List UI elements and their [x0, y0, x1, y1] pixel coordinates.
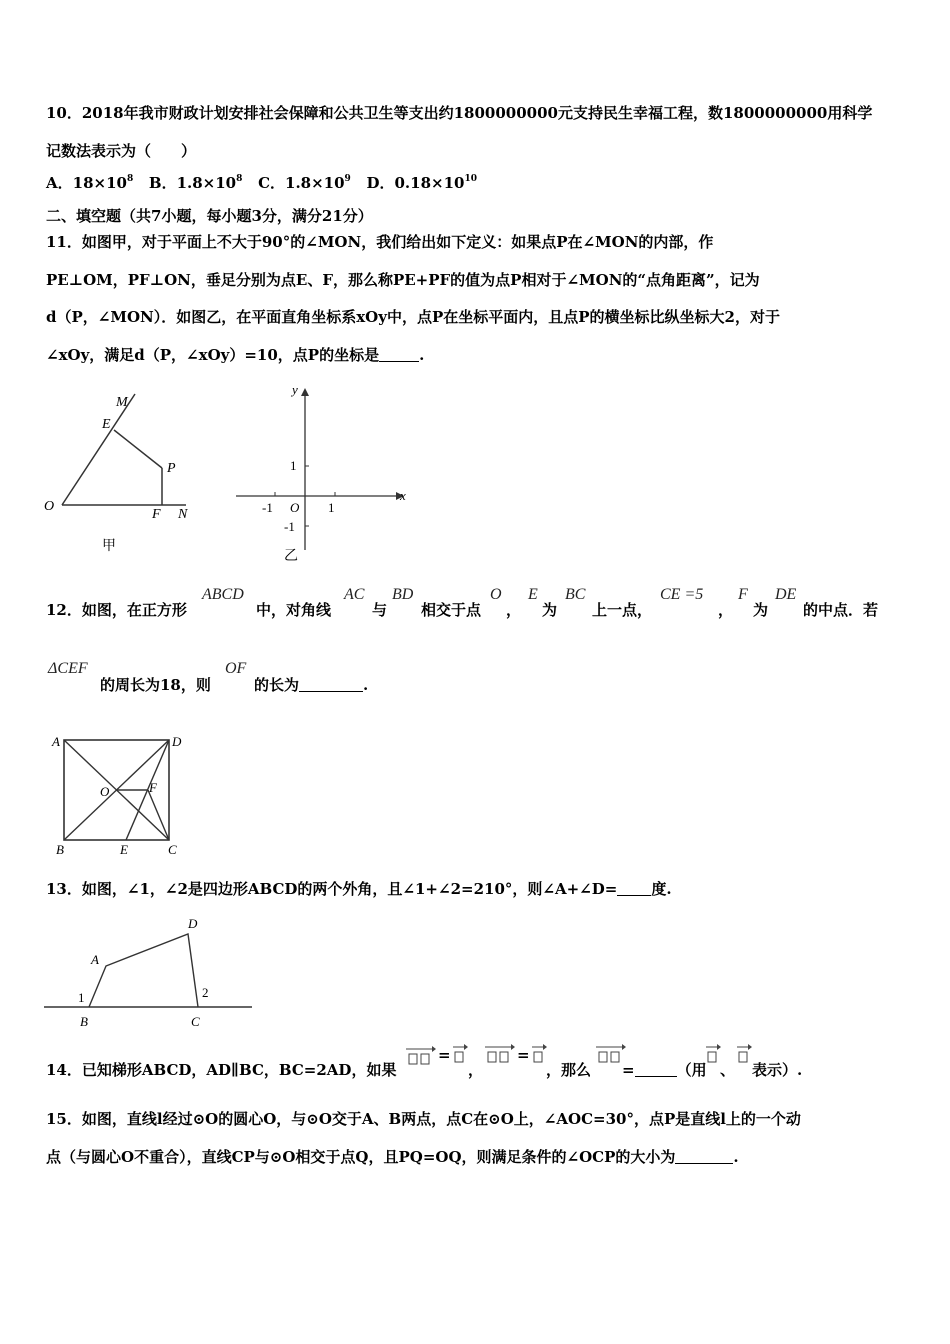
q12-zd: 的中点．若 — [803, 601, 879, 619]
label-neg1y: -1 — [284, 519, 295, 534]
q15-line1: 15．如图，直线l经过⊙O的圆心O，与⊙O交于A、B两点，点C在⊙O上，∠AOC=30°，点P是直线l上的一个动 — [46, 1110, 801, 1128]
q10-line1: 10．2018年我市财政计划安排社会保障和公共卫生等支出约1800000000元支持民生幸福工程，数1800000000用科学 — [46, 104, 873, 122]
q12-zhong: 中，对角线 — [256, 601, 332, 619]
answer-blank[interactable] — [675, 1149, 733, 1164]
q14-text: 14．已知梯形ABCD，AD∥BC，BC=2AD，如果 — [46, 1061, 397, 1079]
caption-jia: 甲 — [102, 539, 116, 554]
label-x: x — [400, 488, 406, 503]
q12-num: 12．如图，在正方形 — [46, 601, 187, 619]
label-f: F — [152, 507, 161, 522]
answer-blank[interactable] — [617, 881, 651, 896]
label-o: O — [290, 500, 300, 515]
q10-option-c[interactable]: C．$1.8\times 10^9$ — [258, 174, 351, 192]
label-a: A — [52, 734, 60, 749]
q11-line3: d（P，∠MON）．如图乙，在平面直角坐标系xOy中，点P在坐标平面内，且点P的横坐标比纵坐标大2，对于 — [46, 308, 780, 326]
q14-eq1: = — [438, 1046, 451, 1064]
vector-box-icon — [484, 1044, 518, 1066]
q12-yu: 与 — [372, 601, 388, 619]
vector-a-icon — [452, 1044, 468, 1066]
label-o: O — [44, 499, 55, 514]
q15-line2: 点（与圆心O不重合），直线CP与⊙O相交于点Q，且PQ=OQ，则满足条件的∠OCP的大小为 . — [46, 1148, 739, 1166]
label-a: A — [91, 952, 99, 967]
answer-blank[interactable] — [299, 677, 363, 692]
q10-option-d[interactable]: D．$0.18\times 10^{10}$ — [366, 174, 477, 192]
q11-line2: PE⊥OM，PF⊥ON，垂足分别为点E、F，那么称PE+PF的值为点P相对于∠MON的“点角距离”，记为 — [46, 271, 760, 289]
q14-comma: ， — [468, 1061, 484, 1079]
label-o: O — [100, 784, 110, 799]
q12-comma1: ， — [506, 601, 522, 619]
q12-of: OF — [225, 660, 247, 677]
figure-quadrilateral — [44, 912, 254, 1032]
label-neg1x: -1 — [262, 500, 273, 515]
label-1x: 1 — [328, 500, 335, 515]
q12-wei2: 为 — [753, 601, 769, 619]
label-e: E — [120, 842, 128, 857]
q12-tri: ΔCEF — [48, 660, 88, 677]
figure-square — [50, 730, 200, 860]
q12-e: E — [528, 586, 538, 603]
answer-blank[interactable] — [635, 1062, 677, 1077]
q10-option-a[interactable]: A．$18\times 10^8$ — [46, 174, 134, 192]
label-f: F — [149, 780, 157, 795]
vector-b-icon — [531, 1044, 547, 1066]
label-1: 1 — [78, 990, 85, 1005]
label-c: C — [168, 842, 177, 857]
vector-a-icon — [705, 1044, 721, 1066]
q10-line2: 记数法表示为（ ） — [46, 142, 197, 160]
q13-text: 13．如图，∠1，∠2是四边形ABCD的两个外角，且∠1+∠2=210°，则∠A+∠D= 度. — [46, 880, 672, 898]
label-b: B — [56, 842, 64, 857]
figure-yi — [232, 380, 412, 565]
label-m: M — [116, 395, 128, 410]
q14-answer: = （用 — [622, 1061, 707, 1079]
section-title: 二、填空题（共7小题，每小题3分，满分21分） — [46, 207, 373, 225]
q12-abcd: ABCD — [202, 586, 244, 603]
label-d: D — [172, 734, 182, 749]
label-e: E — [102, 417, 111, 432]
q12-bd: BD — [392, 586, 414, 603]
q12-de: DE — [775, 586, 797, 603]
q12-zcw: 的周长为18，则 — [100, 676, 211, 694]
label-n: N — [178, 507, 188, 522]
label-b: B — [80, 1014, 88, 1029]
q14-sep: 、 — [720, 1061, 736, 1079]
caption-yi: 乙 — [284, 549, 298, 564]
figure-jia — [40, 388, 200, 558]
q10-options — [46, 174, 477, 192]
q10-option-b[interactable]: B．$1.8\times 10^8$ — [148, 174, 243, 192]
q11-line1: 11．如图甲，对于平面上不大于90°的∠MON，我们给出如下定义：如果点P在∠MON的内部，作 — [46, 233, 714, 251]
q12-cdw: 的长为 . — [254, 676, 369, 694]
q14-vec-ad — [405, 1046, 435, 1072]
q12-f: F — [738, 586, 748, 603]
answer-blank[interactable] — [379, 347, 419, 362]
q12-wei: 为 — [542, 601, 558, 619]
q12-comma2: ， — [718, 601, 734, 619]
q11-line4: ∠xOy，满足d（P，∠xOy）=10，点P的坐标是 . — [46, 346, 425, 364]
vector-b-icon — [736, 1044, 752, 1066]
q14-end: 表示）. — [752, 1061, 803, 1079]
q12-ac: AC — [344, 586, 365, 603]
q12-xjyd: 相交于点 — [421, 601, 482, 619]
vector-box-icon — [405, 1046, 435, 1068]
q14-then: ，那么 — [546, 1061, 592, 1079]
q12-o: O — [490, 586, 502, 603]
label-p: P — [167, 461, 176, 476]
label-y: y — [292, 382, 298, 397]
label-d: D — [188, 916, 198, 931]
label-c: C — [191, 1014, 200, 1029]
q12-ce5: CE =5 — [660, 586, 704, 603]
q12-syd: 上一点， — [592, 601, 653, 619]
q12-bc: BC — [565, 586, 586, 603]
label-1y: 1 — [290, 458, 297, 473]
label-2: 2 — [202, 985, 209, 1000]
q14-eq2: = — [517, 1046, 530, 1064]
